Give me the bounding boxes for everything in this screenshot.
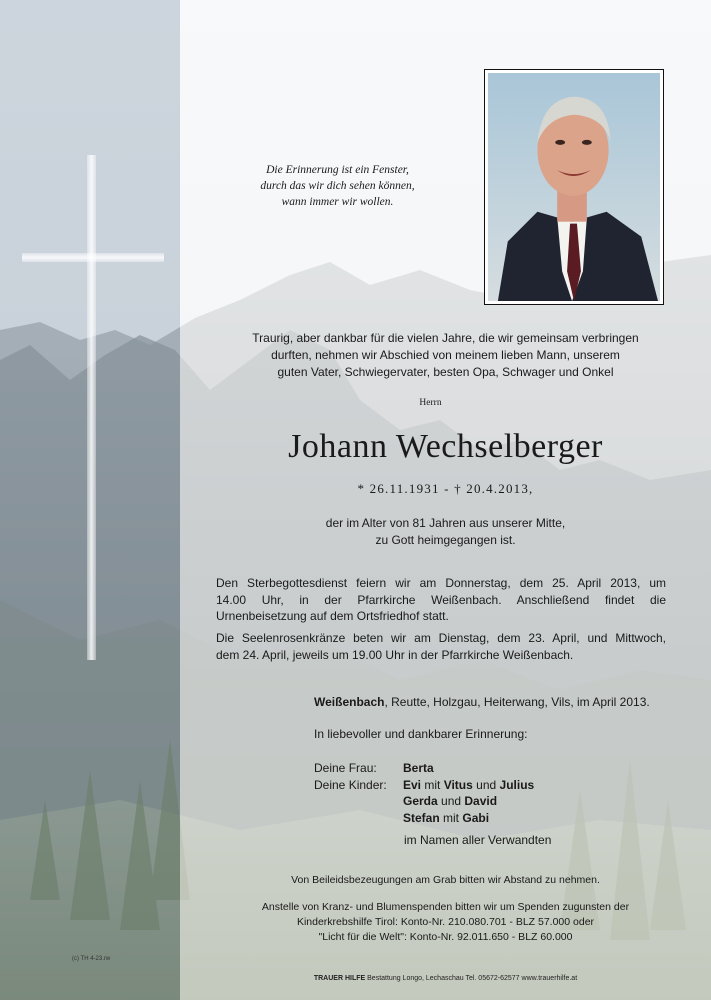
age-text: der im Alter von 81 Jahren aus unserer Mitte, zu Gott heimgegangen ist. [325,516,566,547]
funeral-service-text: Den Sterbegottesdienst feiern wir am Donnerstag, dem 25. April 2013, um 14.00 Uhr, in der Pfarrkirche Weißenbach. Anschließend findet die Urnenbeisetzung auf dem Ortsfriedhof statt. [216,576,666,623]
intro-text: Traurig, aber dankbar für die vielen Jahre, die wir gemeinsam verbringen durften, nehmen wir Abschied von meinem lieben Mann, unserem guten Vater, Schwiegervater, besten Opa, Schwager und Onkel [252,331,639,379]
family-child-row: Gerda und David [403,794,498,808]
portrait-image [488,73,660,301]
condolences-note: Von Beileidsbezeugungen am Grab bitten wir Abstand zu nehmen. [291,874,600,886]
memorial-quote: Die Erinnerung ist ein Fenster, durch das wir dich sehen können, wann immer wir wollen. [260,164,415,208]
family-child-row: Stefan mit Gabi [403,810,490,825]
family-children-row: Deine Kinder: Evi mit Vitus und Julius [314,777,535,792]
cross-bar [22,253,164,262]
honorific: Herrn [419,398,442,408]
family-list [314,760,534,826]
footer-funeral-home: TRAUER HILFE Bestattung Longo, Lechaschau Tel. 05672-62577 www.trauerhilfe.at [313,975,578,982]
remembrance-heading: In liebevoller und dankbarer Erinnerung: [314,727,528,741]
family-wife-row: Deine Frau: Berta [314,761,434,775]
place-date: Weißenbach, Reutte, Holzgau, Heiterwang, Vils, im April 2013. [314,695,650,709]
deceased-name: Johann Wechselberger [288,428,603,465]
rosary-text: Die Seelenrosenkränze beten wir am Dienstag, dem 23. April, und Mittwoch, dem 24. April, jeweils um 19.00 Uhr in der Pfarrkirche Weißenbach. [216,631,666,662]
portrait-photo [484,69,664,305]
life-dates: * 26.11.1931 - † 20.4.2013, [357,481,534,496]
donations-note: Anstelle von Kranz- und Blumenspenden bitten wir um Spenden zugunsten der Kinderkrebshilfe Tirol: Konto-Nr. 210.080.701 - BLZ 57.000 oder "Licht für die Welt": Konto-Nr. 92.011.650 - BLZ 60.000 [261,901,630,943]
copyright-mark: (c) TH 4-23.rw [72,956,111,962]
all-relatives: im Namen aller Verwandten [404,833,552,847]
